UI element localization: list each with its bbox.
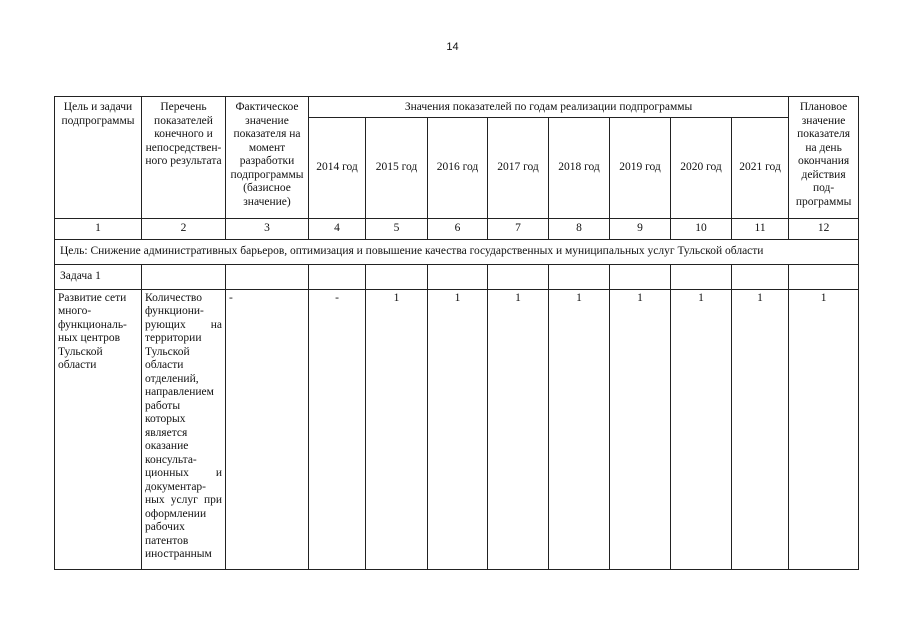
year-value-cell: 1 bbox=[732, 289, 789, 569]
table-row bbox=[55, 289, 859, 569]
header-goal: Цель и задачи подпрограммы bbox=[55, 97, 142, 219]
header-year: 2019 год bbox=[610, 117, 671, 218]
column-number: 7 bbox=[488, 218, 549, 239]
header-values-group: Значения показателей по годам реализации подпрограммы bbox=[309, 97, 789, 118]
column-number: 8 bbox=[549, 218, 610, 239]
column-number: 3 bbox=[226, 218, 309, 239]
header-planned: Плановое значение показателя на день окончания действия под-программы bbox=[789, 97, 859, 219]
column-number: 11 bbox=[732, 218, 789, 239]
objective-cell: Развитие сети много-функциональ-ных центров Тульской области bbox=[55, 289, 142, 569]
task-label: Задача 1 bbox=[55, 264, 142, 289]
column-number: 12 bbox=[789, 218, 859, 239]
year-value-cell: 1 bbox=[366, 289, 428, 569]
base-value-cell: - bbox=[226, 289, 309, 569]
header-year: 2017 год bbox=[488, 117, 549, 218]
year-value-cell: 1 bbox=[671, 289, 732, 569]
column-number: 2 bbox=[142, 218, 226, 239]
page-number: 14 bbox=[446, 41, 459, 53]
column-number: 4 bbox=[309, 218, 366, 239]
planned-value-cell: 1 bbox=[789, 289, 859, 569]
column-number: 9 bbox=[610, 218, 671, 239]
header-year: 2014 год bbox=[309, 117, 366, 218]
column-number: 10 bbox=[671, 218, 732, 239]
column-number: 1 bbox=[55, 218, 142, 239]
goal-row bbox=[55, 239, 859, 264]
header-row bbox=[55, 97, 859, 118]
column-number: 5 bbox=[366, 218, 428, 239]
column-number: 6 bbox=[428, 218, 488, 239]
goal-text: Цель: Снижение административных барьеров, оптимизация и повышение качества государственных и муниципальных услуг Тульской области bbox=[55, 239, 859, 264]
year-value-cell: 1 bbox=[488, 289, 549, 569]
year-value-cell: 1 bbox=[428, 289, 488, 569]
task-row bbox=[55, 264, 859, 289]
header-indicators: Перечень показателей конечного и непосредствен-ного результата bbox=[142, 97, 226, 219]
indicators-table bbox=[54, 96, 859, 570]
header-year: 2015 год bbox=[366, 117, 428, 218]
year-value-cell: 1 bbox=[610, 289, 671, 569]
header-year: 2021 год bbox=[732, 117, 789, 218]
year-value-cell: 1 bbox=[549, 289, 610, 569]
indicator-cell: Количество функциони-рующих на территории Тульской области отделений, направлением работы которых является оказание консульта-ционных и документар-ных услуг при оформлении рабочих патентов иностранным bbox=[142, 289, 226, 569]
column-numbers-row bbox=[55, 218, 859, 239]
header-year: 2020 год bbox=[671, 117, 732, 218]
header-year: 2018 год bbox=[549, 117, 610, 218]
year-value-cell: - bbox=[309, 289, 366, 569]
header-year: 2016 год bbox=[428, 117, 488, 218]
header-base-value: Фактическое значение показателя на момент разработки подпрограммы (базисное значение) bbox=[226, 97, 309, 219]
